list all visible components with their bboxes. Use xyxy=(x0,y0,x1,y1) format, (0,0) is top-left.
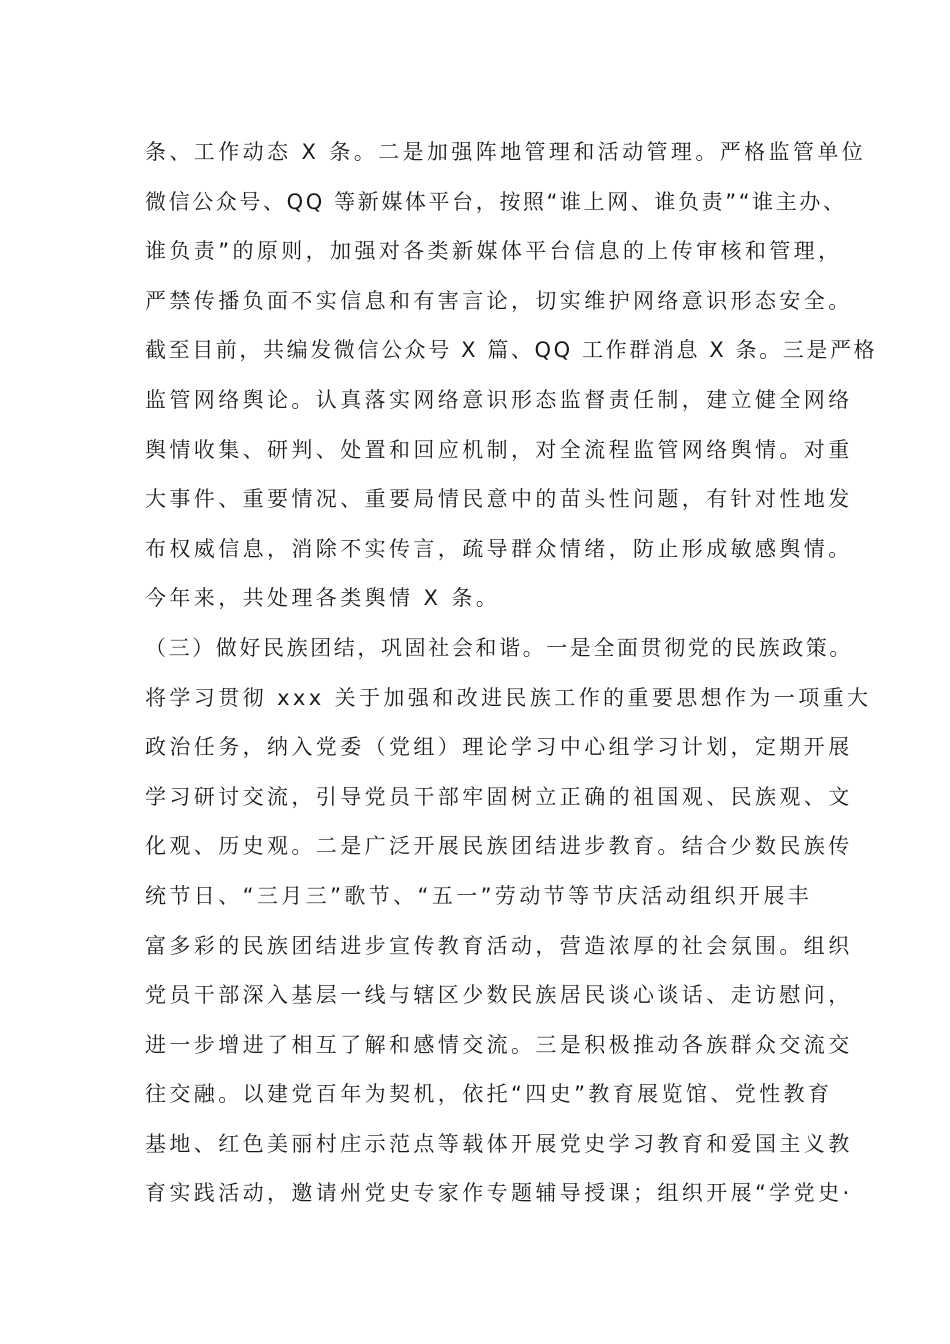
text-line: 政治任务，纳入党委（党组）理论学习中心组学习计划，定期开展 xyxy=(145,735,853,760)
text-line: 监管网络舆论。认真落实网络意识形态监督责任制，建立健全网络 xyxy=(145,387,853,412)
text-line: 大事件、重要情况、重要局情民意中的苗头性问题，有针对性地发 xyxy=(145,487,853,512)
text-line: 截至目前，共编发微信公众号 X 篇、QQ 工作群消息 X 条。三是严格 xyxy=(145,338,878,363)
text-line: 严禁传播负面不实信息和有害言论，切实维护网络意识形态安全。 xyxy=(145,288,853,313)
text-line: 化观、历史观。二是广泛开展民族团结进步教育。结合少数民族传 xyxy=(145,834,853,859)
text-line: 将学习贯彻 xxx 关于加强和改进民族工作的重要思想作为一项重大 xyxy=(145,685,872,710)
text-line: 条、工作动态 X 条。二是加强阵地管理和活动管理。严格监管单位 xyxy=(145,140,867,164)
text-line: 微信公众号、QQ 等新媒体平台，按照“谁上网、谁负责”“谁主办、 xyxy=(145,189,847,214)
text-line: 学习研讨交流，引导党员干部牢固树立正确的祖国观、民族观、文 xyxy=(145,784,853,809)
text-line: 育实践活动，邀请州党史专家作专题辅导授课；组织开展“学党史· xyxy=(145,1181,853,1206)
section-heading-line: （三）做好民族团结，巩固社会和谐。一是全面贯彻党的民族政策。 xyxy=(145,635,853,660)
text-line: 今年来，共处理各类舆情 X 条。 xyxy=(145,586,501,611)
text-line: 进一步增进了相互了解和感情交流。三是积极推动各族群众交流交 xyxy=(145,1032,853,1057)
text-line: 谁负责”的原则，加强对各类新媒体平台信息的上传审核和管理， xyxy=(145,239,843,264)
text-line: 富多彩的民族团结进步宣传教育活动，营造浓厚的社会氛围。组织 xyxy=(145,933,853,958)
text-line: 往交融。以建党百年为契机，依托“四史”教育展览馆、党性教育 xyxy=(145,1082,833,1107)
text-line: 党员干部深入基层一线与辖区少数民族居民谈心谈话、走访慰问， xyxy=(145,983,853,1008)
text-line: 统节日、“三月三”歌节、“五一”劳动节等节庆活动组织开展丰 xyxy=(145,883,813,908)
body-text xyxy=(145,128,878,1219)
text-line: 舆情收集、研判、处置和回应机制，对全流程监管网络舆情。对重 xyxy=(145,437,853,462)
text-line: 布权威信息，消除不实传言，疏导群众情绪，防止形成敏感舆情。 xyxy=(145,536,853,561)
text-line: 基地、红色美丽村庄示范点等载体开展党史学习教育和爱国主义教 xyxy=(145,1131,853,1156)
